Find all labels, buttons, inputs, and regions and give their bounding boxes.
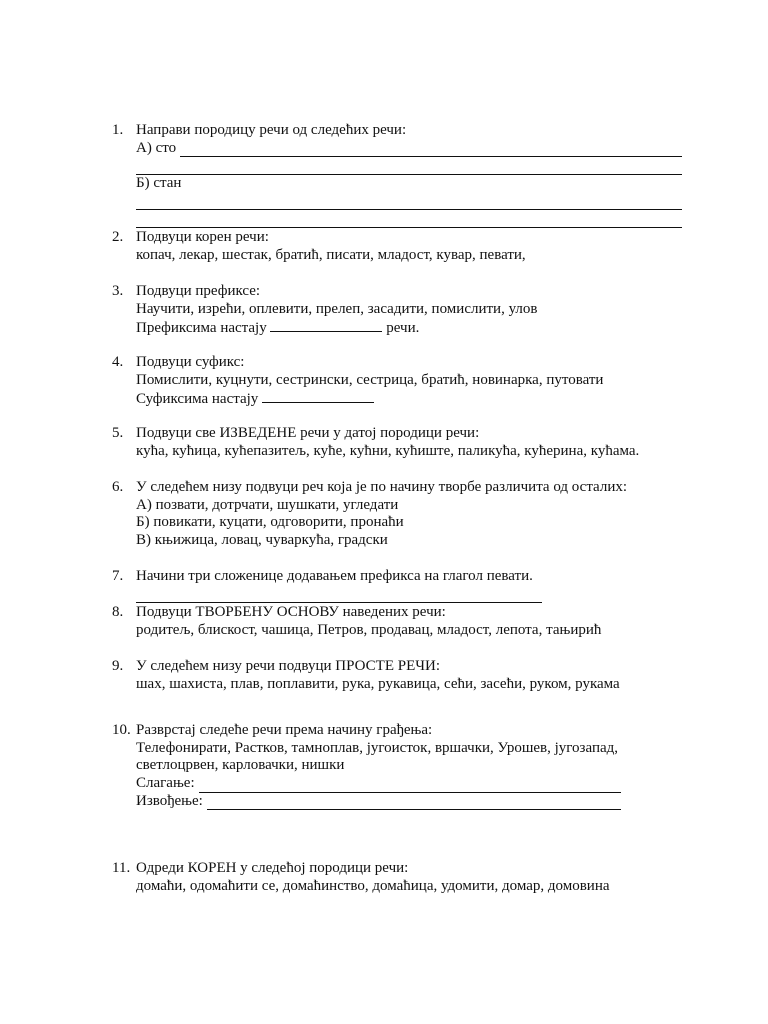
fill-sentence [136,389,682,407]
question-11 [112,860,682,895]
question-prompt: Начини три сложенице додавањем префикса на глагол певати. [136,568,533,584]
question-5 [112,425,682,460]
question-prompt: Разврстај следеће речи према начину грађења: [136,722,433,738]
word-list: копач, лекар, шестак, братић, писати, младост, кувар, певати, [136,246,526,263]
answer-blank[interactable] [270,318,382,332]
question-prompt: У следећем низу подвуци реч која је по начину творбе различита од осталих: [136,479,628,495]
answer-blank[interactable] [180,140,682,158]
compounding-row [136,775,621,793]
answer-blank[interactable] [136,157,682,175]
question-number: 6. [112,479,124,495]
question-1 [112,122,682,228]
question-4 [112,354,682,407]
question-8 [112,604,682,639]
answer-row-a [136,140,682,158]
question-number: 1. [112,122,124,138]
option-label: А) сто [136,139,177,156]
sentence-end: речи. [386,320,420,337]
question-number: 2. [112,229,124,245]
question-number: 5. [112,425,124,441]
word-list: шах, шахиста, плав, поплавити, рука, рукавица, сећи, засећи, руком, рукама [136,675,620,692]
word-list: кућа, кућица, кућепазитељ, куће, кућни, кућиште, паликућа, кућерина, кућама. [136,442,640,459]
option-label: Б) стан [136,175,182,192]
question-number: 10. [112,722,131,738]
question-7 [112,568,682,603]
derivation-row [136,793,621,811]
word-list: родитељ, блискост, чашица, Петров, продавац, младост, лепота, тањирић [136,621,602,638]
question-number: 9. [112,658,124,674]
answer-blank[interactable] [136,193,682,211]
answer-blank[interactable] [207,793,621,811]
sentence-start: Префиксима настају [136,320,267,337]
fill-sentence [136,318,682,336]
word-list: Помислити, куцнути, сестрински, сестрица, братић, новинарка, путовати [136,371,604,388]
question-prompt: У следећем низу речи подвуци ПРОСТЕ РЕЧИ: [136,658,440,674]
question-number: 4. [112,354,124,370]
question-9 [112,658,682,693]
answer-blank[interactable] [199,775,621,793]
option-b: Б) повикати, куцати, одговорити, пронаћи [136,514,404,531]
answer-blank[interactable] [136,586,542,604]
question-number: 8. [112,604,124,620]
question-number: 3. [112,283,124,299]
sentence-start: Суфиксима настају [136,391,259,408]
compounding-label: Слагање: [136,775,195,792]
question-prompt: Подвуци корен речи: [136,229,269,245]
word-list-continued: светлоцрвен, карловачки, нишки [136,757,345,774]
word-list: Телефонирати, Растков, тамноплав, југоисток, вршачки, Урошев, југозапад, [136,739,619,756]
question-prompt: Подвуци префиксе: [136,283,261,299]
option-a: А) позвати, дотрчати, шушкати, угледати [136,496,399,513]
option-c: В) књижица, ловац, чуваркућа, градски [136,532,388,549]
word-list: домаћи, одомаћити се, домаћинство, домаћица, удомити, домар, домовина [136,877,610,894]
question-prompt: Направи породицу речи од следећих речи: [136,122,407,138]
question-number: 7. [112,568,124,584]
question-10 [112,722,682,810]
question-prompt: Одреди КОРЕН у следећој породици речи: [136,860,409,876]
question-6 [112,479,682,550]
question-prompt: Подвуци суфикс: [136,354,245,370]
question-number: 11. [112,860,131,876]
answer-blank[interactable] [262,389,374,403]
question-3 [112,283,682,336]
question-prompt: Подвуци ТВОРБЕНУ ОСНОВУ наведених речи: [136,604,446,620]
answer-blank[interactable] [136,210,682,228]
question-prompt: Подвуци све ИЗВЕДЕНЕ речи у датој породици речи: [136,425,480,441]
question-2 [112,229,682,264]
derivation-label: Извођење: [136,792,203,809]
word-list: Научити, изрећи, оплевити, прелеп, засадити, помислити, улов [136,300,538,317]
